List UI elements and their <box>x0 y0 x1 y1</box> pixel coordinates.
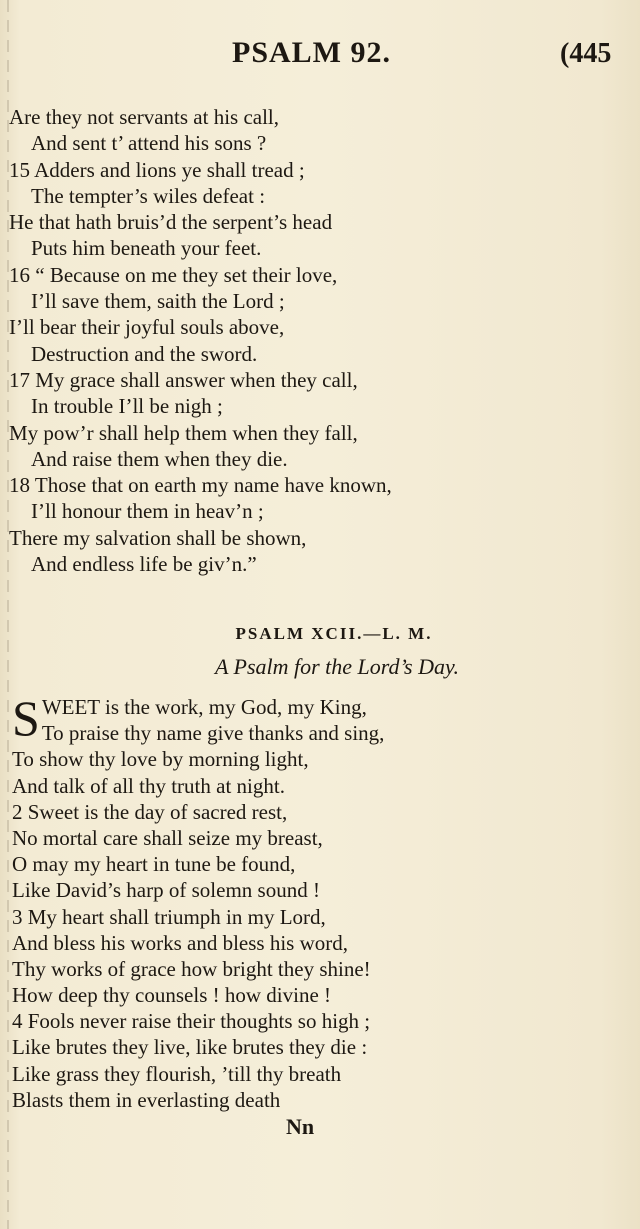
verse-line: There my salvation shall be shown, <box>9 525 307 550</box>
verse-line: I’ll honour them in heav’n ; <box>31 499 264 524</box>
psalm-subtitle: A Psalm for the Lord’s Day. <box>214 654 460 679</box>
verse-line: The tempter’s wiles defeat : <box>31 183 266 208</box>
hymn-line: 4 Fools never raise their thoughts so high ; <box>12 1009 371 1034</box>
verse-line: 17 My grace shall answer when they call, <box>9 367 358 392</box>
hymn-line: And bless his works and bless his word, <box>12 930 348 955</box>
hymn-line: No mortal care shall seize my breast, <box>12 825 323 850</box>
hymn-line: To praise thy name give thanks and sing, <box>41 721 385 746</box>
verse-line: Destruction and the sword. <box>31 341 258 366</box>
page-number: (445 <box>560 38 612 69</box>
drop-cap: S <box>12 694 40 746</box>
verse-line: I’ll save them, saith the Lord ; <box>31 289 285 314</box>
hymn-line: WEET is the work, my God, my King, <box>41 695 367 719</box>
verse-line: Are they not servants at his call, <box>9 105 280 129</box>
hymn-line: Like grass they flourish, ’till thy breath <box>12 1061 342 1086</box>
verse-line: In trouble I’ll be nigh ; <box>31 394 223 419</box>
page-header <box>0 30 640 80</box>
hymn-line: To show thy love by morning light, <box>12 747 309 772</box>
running-title: PSALM 92. <box>232 36 391 69</box>
psalm-heading: PSALM XCII.—L. M. <box>235 624 433 643</box>
hymn-line: 3 My heart shall triumph in my Lord, <box>12 904 326 929</box>
psalm-92-hymn <box>12 694 632 1113</box>
hymn-line: Like brutes they live, like brutes they die : <box>12 1035 368 1060</box>
hymn-line: Blasts them in everlasting death <box>12 1087 281 1112</box>
verse-line: 16 “ Because on me they set their love, <box>9 262 338 287</box>
psalm-91-verses <box>9 104 634 577</box>
hymn-line: How deep thy counsels ! how divine ! <box>12 983 332 1008</box>
verse-line: And endless life be giv’n.” <box>31 552 257 577</box>
verse-line: Puts him beneath your feet. <box>31 236 262 261</box>
hymn-line: O may my heart in tune be found, <box>12 852 296 877</box>
verse-line: I’ll bear their joyful souls above, <box>9 315 285 340</box>
verse-line: My pow’r shall help them when they fall, <box>9 420 358 445</box>
verse-line: And raise them when they die. <box>31 446 288 471</box>
hymn-lines <box>12 746 632 1113</box>
catchword: Nn <box>286 1114 315 1139</box>
verse-line: And sent t’ attend his sons ? <box>31 131 267 156</box>
verse-line: He that hath bruis’d the serpent’s head <box>9 210 333 235</box>
hymn-line: Thy works of grace how bright they shine! <box>12 956 371 981</box>
hymn-line: 2 Sweet is the day of sacred rest, <box>12 799 288 824</box>
hymn-line: And talk of all thy truth at night. <box>12 773 285 798</box>
verse-line: 18 Those that on earth my name have known, <box>9 473 392 498</box>
verse-line: 15 Adders and lions ye shall tread ; <box>9 157 305 182</box>
hymn-line: Like David’s harp of solemn sound ! <box>12 878 320 903</box>
hymn-opening <box>12 694 632 746</box>
